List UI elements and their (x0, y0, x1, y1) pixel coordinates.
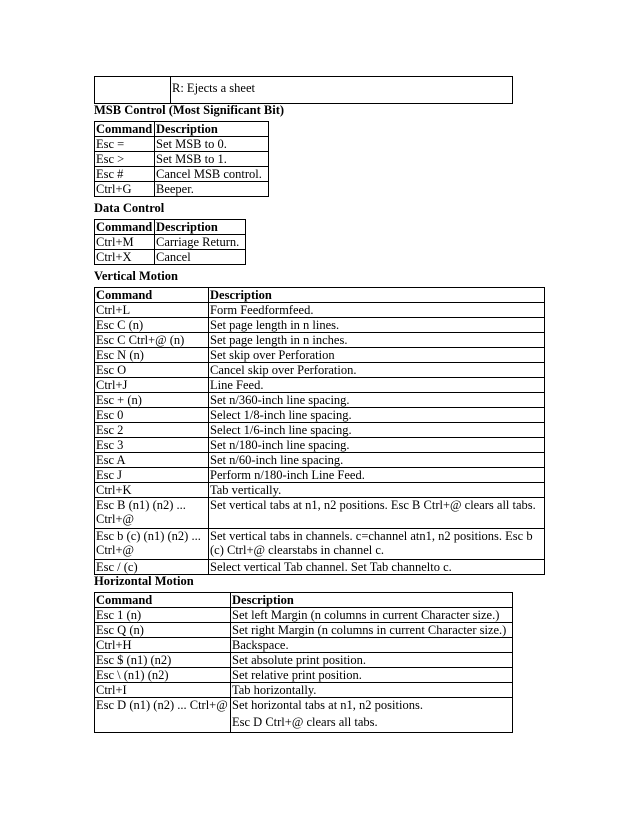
table-row (95, 423, 545, 438)
description-cell: Set MSB to 0. (155, 137, 269, 152)
data-control-table (94, 219, 246, 265)
horizontal-motion-table (94, 592, 513, 733)
description-cell: Set skip over Perforation (209, 348, 545, 363)
column-header-command: Command (95, 220, 155, 235)
table-row (95, 393, 545, 408)
column-header-command: Command (95, 593, 231, 608)
table-row (95, 318, 545, 333)
table-row (95, 668, 513, 683)
description-line: Esc D Ctrl+@ clears all tabs. (232, 715, 378, 729)
table-row (95, 137, 269, 152)
column-header-description: Description (155, 220, 246, 235)
command-cell: Esc > (95, 152, 155, 167)
command-cell: Esc A (95, 453, 209, 468)
table-row (95, 378, 545, 393)
description-cell: Set relative print position. (231, 668, 513, 683)
command-cell: Ctrl+J (95, 378, 209, 393)
table-row (95, 303, 545, 318)
msb-control-heading: MSB Control (Most Significant Bit) (94, 103, 285, 117)
command-cell: Esc J (95, 468, 209, 483)
description-cell: Cancel skip over Perforation. (209, 363, 545, 378)
description-cell: Line Feed. (209, 378, 545, 393)
command-cell: Ctrl+L (95, 303, 209, 318)
table-row (95, 438, 545, 453)
command-cell: Esc 1 (n) (95, 608, 231, 623)
table-row (95, 333, 545, 348)
top-table (94, 76, 513, 104)
command-cell (95, 498, 209, 529)
description-cell: Tab vertically. (209, 483, 545, 498)
table-header-row (95, 593, 513, 608)
description-cell: Set page length in n inches. (209, 333, 545, 348)
vertical-motion-heading: Vertical Motion (94, 269, 178, 283)
table-row (95, 408, 545, 423)
command-cell: Ctrl+G (95, 182, 155, 197)
command-cell: Esc 3 (95, 438, 209, 453)
description-cell: Set vertical tabs at n1, n2 positions. Esc B Ctrl+@ clears all tabs. (209, 498, 545, 529)
description-cell: Backspace. (231, 638, 513, 653)
table-row (95, 608, 513, 623)
column-header-command: Command (95, 122, 155, 137)
table-row (95, 653, 513, 668)
command-cell: Esc C (n) (95, 318, 209, 333)
table-row (95, 560, 545, 575)
command-cell: Esc # (95, 167, 155, 182)
command-line: Esc B (n1) (n2) ... (96, 498, 186, 512)
description-cell: Tab horizontally. (231, 683, 513, 698)
command-cell: Ctrl+H (95, 638, 231, 653)
table-row (95, 529, 545, 560)
description-cell: Set absolute print position. (231, 653, 513, 668)
description-line: Set horizontal tabs at n1, n2 positions. (232, 698, 423, 712)
description-cell: Set n/180-inch line spacing. (209, 438, 545, 453)
description-cell: Cancel MSB control. (155, 167, 269, 182)
command-cell: Ctrl+I (95, 683, 231, 698)
table-row (95, 623, 513, 638)
vertical-motion-table (94, 287, 545, 575)
command-cell: Esc \ (n1) (n2) (95, 668, 231, 683)
command-cell: Esc / (c) (95, 560, 209, 575)
description-cell: Perform n/180-inch Line Feed. (209, 468, 545, 483)
top-table-right-cell: R: Ejects a sheet (171, 77, 513, 104)
description-cell: Select 1/6-inch line spacing. (209, 423, 545, 438)
command-cell: Esc N (n) (95, 348, 209, 363)
description-cell: Set right Margin (n columns in current Character size.) (231, 623, 513, 638)
table-header-row (95, 220, 246, 235)
table-row (95, 250, 246, 265)
table-row (95, 498, 545, 529)
description-cell: Set n/60-inch line spacing. (209, 453, 545, 468)
command-cell: Esc 0 (95, 408, 209, 423)
command-cell: Esc D (n1) (n2) ... Ctrl+@ (95, 698, 231, 733)
command-cell: Esc $ (n1) (n2) (95, 653, 231, 668)
horizontal-motion-heading: Horizontal Motion (94, 574, 194, 588)
description-cell: Cancel (155, 250, 246, 265)
command-cell: Ctrl+X (95, 250, 155, 265)
table-row (95, 167, 269, 182)
description-cell: Select 1/8-inch line spacing. (209, 408, 545, 423)
column-header-description: Description (231, 593, 513, 608)
description-cell: Select vertical Tab channel. Set Tab channelto c. (209, 560, 545, 575)
description-line: Set vertical tabs in channels. c=channel atn1, n2 positions. Esc b (210, 529, 533, 543)
command-cell: Esc + (n) (95, 393, 209, 408)
description-cell (209, 529, 545, 560)
description-line: (c) Ctrl+@ clearstabs in channel c. (210, 543, 385, 557)
command-cell: Esc C Ctrl+@ (n) (95, 333, 209, 348)
table-row (95, 152, 269, 167)
description-cell: Set page length in n lines. (209, 318, 545, 333)
top-table-left-cell (95, 77, 171, 104)
command-cell (95, 529, 209, 560)
column-header-description: Description (155, 122, 269, 137)
description-cell: Set left Margin (n columns in current Character size.) (231, 608, 513, 623)
description-cell: Beeper. (155, 182, 269, 197)
command-cell: Esc Q (n) (95, 623, 231, 638)
command-cell: Ctrl+K (95, 483, 209, 498)
msb-control-table (94, 121, 269, 197)
table-row (95, 363, 545, 378)
table-row (95, 453, 545, 468)
table-row (95, 483, 545, 498)
description-cell: Form Feedformfeed. (209, 303, 545, 318)
command-cell: Esc O (95, 363, 209, 378)
command-line: Ctrl+@ (96, 543, 135, 557)
column-header-command: Command (95, 288, 209, 303)
description-cell: Set n/360-inch line spacing. (209, 393, 545, 408)
command-cell: Ctrl+M (95, 235, 155, 250)
table-row (95, 468, 545, 483)
column-header-description: Description (209, 288, 545, 303)
description-cell: Set MSB to 1. (155, 152, 269, 167)
description-cell: Carriage Return. (155, 235, 246, 250)
command-line: Esc b (c) (n1) (n2) ... (96, 529, 201, 543)
command-line: Ctrl+@ (96, 512, 135, 526)
description-cell (231, 698, 513, 733)
table-row (95, 182, 269, 197)
table-row (95, 638, 513, 653)
table-row (95, 348, 545, 363)
table-row (95, 698, 513, 733)
table-row (95, 683, 513, 698)
table-header-row (95, 288, 545, 303)
data-control-heading: Data Control (94, 201, 165, 215)
table-row (95, 235, 246, 250)
table-header-row (95, 122, 269, 137)
command-cell: Esc = (95, 137, 155, 152)
command-cell: Esc 2 (95, 423, 209, 438)
